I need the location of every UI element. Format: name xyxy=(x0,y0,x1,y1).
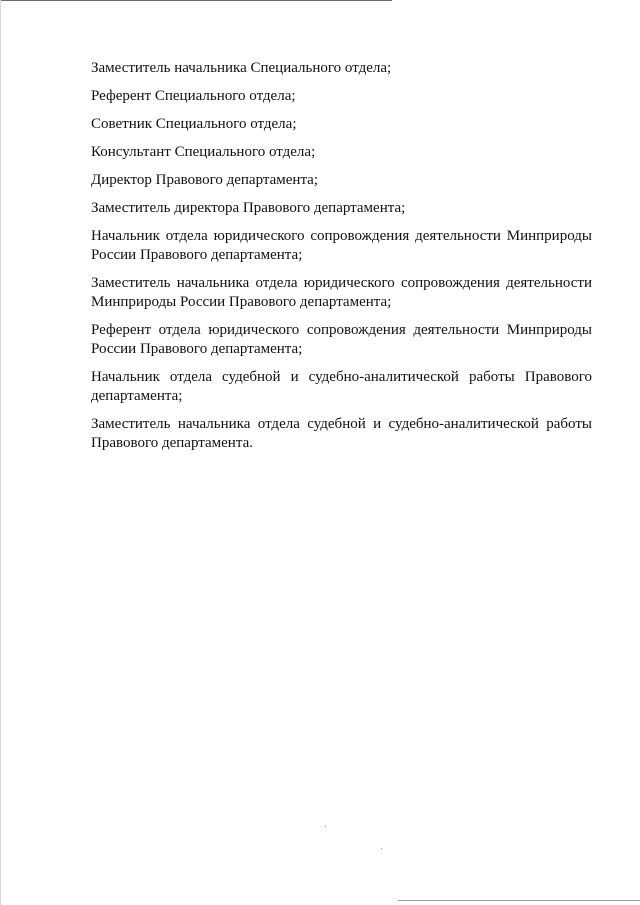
position-item-3: Советник Специального отдела; xyxy=(91,116,297,132)
position-item-11: Заместитель начальника отдела судебной и судебно-аналитической работы Правового департамента. xyxy=(91,416,592,451)
position-item-5: Директор Правового департамента; xyxy=(91,172,319,188)
position-list xyxy=(91,59,592,462)
position-item-6: Заместитель директора Правового департамента; xyxy=(91,200,406,216)
scan-speck xyxy=(325,826,326,827)
left-scan-edge xyxy=(0,0,1,905)
position-item-10: Начальник отдела судебной и судебно-аналитической работы Правового департамента; xyxy=(91,369,592,404)
scan-speck xyxy=(381,848,382,849)
bottom-scan-line xyxy=(398,900,640,901)
position-item-9: Референт отдела юридического сопровождения деятельности Минприроды России Правового департамента; xyxy=(91,322,592,357)
position-item-8: Заместитель начальника отдела юридического сопровождения деятельности Минприроды России Правового департамента; xyxy=(91,275,592,310)
position-item-2: Референт Специального отдела; xyxy=(91,88,296,104)
position-item-1: Заместитель начальника Специального отдела; xyxy=(91,60,392,76)
top-scan-line xyxy=(0,0,392,1)
position-item-7: Начальник отдела юридического сопровождения деятельности Минприроды России Правового департамента; xyxy=(91,228,592,263)
position-item-4: Консультант Специального отдела; xyxy=(91,144,316,160)
